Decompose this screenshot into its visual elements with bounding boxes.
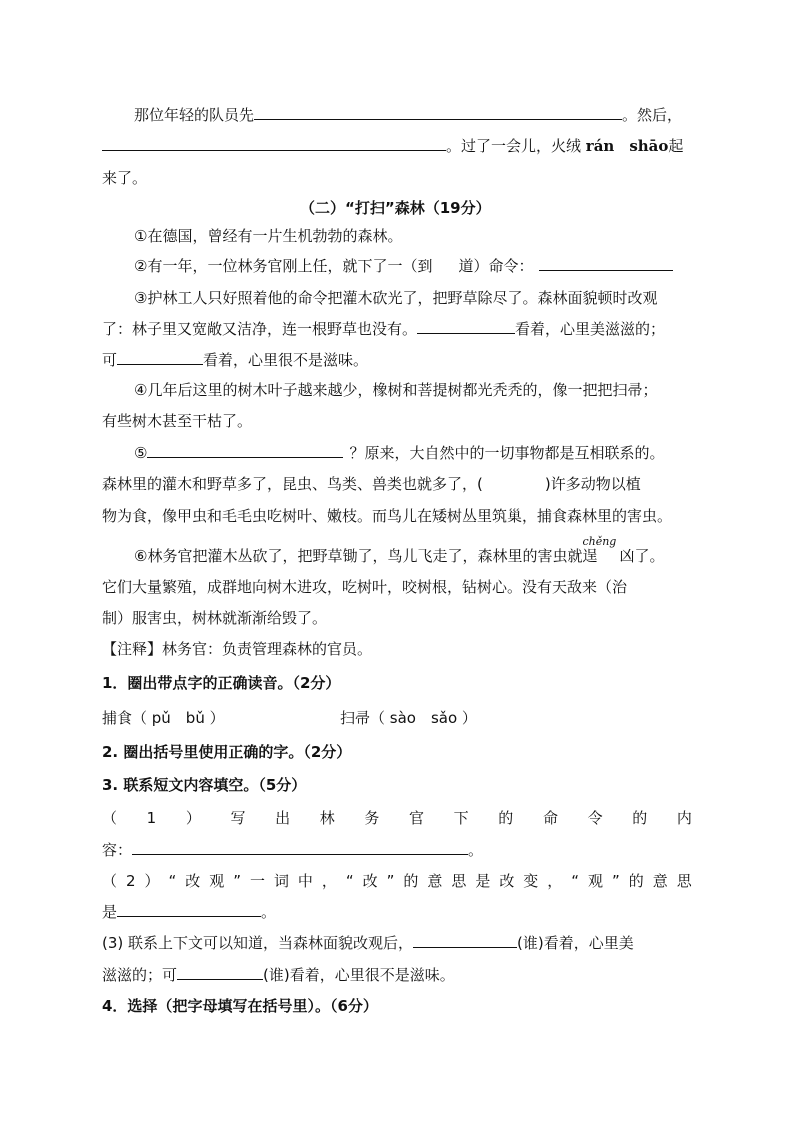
p1-line2: 。过了一会儿，火绒 rán shāo起	[102, 136, 683, 156]
justified-char: 意	[427, 872, 443, 890]
question-3-sub-1-line2: 容： 。	[102, 841, 484, 859]
justified-char: （	[102, 872, 118, 890]
paragraph-5-line1: ⑤ ？原来，大自然中的一切事物都是互相联系的。	[134, 444, 665, 462]
justified-char: ）	[144, 872, 160, 890]
justified-char: 命	[542, 809, 558, 827]
justified-char: 意	[652, 872, 668, 890]
justified-char: 官	[409, 809, 425, 827]
justified-char: 的	[498, 809, 514, 827]
justified-char: （	[102, 809, 118, 827]
answer-blank[interactable]	[117, 902, 261, 917]
question-1-title: 1．圈出带点字的正确读音。（2分）	[102, 674, 341, 692]
justified-char: 思	[451, 872, 467, 890]
justified-char: ”	[233, 872, 241, 890]
paragraph-3-line2: 了：林子里又宽敞又洁净，连一根野草也没有。 看着，心里美滋滋的；	[102, 320, 666, 338]
justified-char: 下	[453, 809, 469, 827]
justified-char: ”	[612, 872, 620, 890]
justified-char: ）	[185, 809, 201, 827]
justified-char: ，	[547, 872, 563, 890]
justified-char: 改	[499, 872, 515, 890]
question-3-title: 3. 联系短文内容填空。（5分）	[102, 776, 307, 794]
justified-char: 2	[125, 872, 136, 890]
justified-char: 是	[475, 872, 491, 890]
paragraph-6-line1: ⑥林务官把灌木丛砍了，把野草锄了，鸟儿飞走了，森林里的害虫就 chěng 逞 凶了。	[134, 535, 665, 565]
ruby-char: chěng 逞	[582, 535, 617, 565]
justified-char: 一	[249, 872, 265, 890]
justified-char: 改	[362, 872, 378, 890]
paragraph-1: ①在德国，曾经有一片生机勃勃的森林。	[134, 227, 403, 245]
answer-blank[interactable]	[413, 933, 517, 948]
question-3-sub-1-line1	[102, 808, 692, 828]
answer-blank[interactable]	[147, 443, 343, 458]
answer-blank[interactable]	[539, 256, 673, 271]
paragraph-6-line3: 制）服害虫，树林就渐渐给毁了。	[102, 609, 328, 627]
paragraph-5-line2: 森林里的灌木和野草多了，昆虫、鸟类、兽类也就多了，( )许多动物以植	[102, 475, 641, 493]
paragraph-3-line3: 可 看着，心里很不是滋味。	[102, 351, 369, 369]
justified-char: “	[571, 872, 580, 890]
justified-char: 内	[676, 809, 692, 827]
note: 【注释】林务官：负责管理森林的官员。	[102, 640, 373, 658]
answer-blank[interactable]	[117, 350, 203, 365]
justified-char: 的	[403, 872, 419, 890]
question-3-sub-2-line2: 是 。	[102, 903, 277, 921]
justified-char: 变	[523, 872, 539, 890]
justified-char: ，	[321, 872, 337, 890]
p1-line1: 那位年轻的队员先 。然后，	[134, 106, 683, 124]
justified-char: 改	[185, 872, 201, 890]
paragraph-2: ②有一年，一位林务官刚上任，就下了一（到 道）命令：	[134, 256, 673, 276]
answer-blank[interactable]	[177, 965, 263, 980]
question-1-option-2[interactable]: 扫帚（ sào sǎo ）	[340, 709, 477, 727]
answer-blank[interactable]	[102, 136, 446, 151]
answer-blank[interactable]	[254, 105, 622, 120]
justified-char: 中	[297, 872, 313, 890]
justified-char: “	[345, 872, 354, 890]
question-3-sub-2-line1	[102, 871, 692, 891]
justified-char: 词	[273, 872, 289, 890]
question-1-option-1[interactable]: 捕食（ pǔ bǔ ）	[102, 709, 225, 727]
justified-char: 观	[209, 872, 225, 890]
paragraph-6-line2: 它们大量繁殖，成群地向树木进攻，吃树叶，咬树根，钻树心。没有天敌来（治	[102, 578, 628, 596]
justified-char: “	[168, 872, 177, 890]
answer-blank[interactable]	[417, 319, 515, 334]
question-4-title: 4．选择（把字母填写在括号里）。（6分）	[102, 997, 378, 1015]
section-title: （二）“打扫”森林（19分）	[300, 199, 491, 217]
justified-char: 令	[587, 809, 603, 827]
question-3-sub-3-line2: 滋滋的；可 (谁)看着，心里很不是滋味。	[102, 966, 455, 984]
answer-blank[interactable]	[132, 840, 468, 855]
paragraph-4-line1: ④几年后这里的树木叶子越来越少，橡树和菩提树都光秃秃的，像一把把扫帚；	[134, 381, 658, 399]
question-3-sub-3-line1: (3) 联系上下文可以知道，当森林面貌改观后， (谁)看着，心里美	[102, 934, 634, 952]
justified-char: 思	[676, 872, 692, 890]
justified-char: 出	[275, 809, 291, 827]
justified-char: 观	[588, 872, 604, 890]
paragraph-3-line1: ③护林工人只好照着他的命令把灌木砍光了，把野草除尽了。森林面貌顿时改观	[134, 289, 658, 307]
justified-char: 的	[628, 872, 644, 890]
paragraph-4-line2: 有些树木甚至干枯了。	[102, 412, 253, 430]
justified-char: 1	[146, 809, 157, 827]
justified-char: 的	[632, 809, 648, 827]
justified-char: 林	[319, 809, 335, 827]
paragraph-5-line3: 物为食，像甲虫和毛毛虫吃树叶、嫩枝。而鸟儿在矮树丛里筑巢，捕食森林里的害虫。	[102, 507, 673, 525]
question-2-title: 2. 圈出括号里使用正确的字。（2分）	[102, 743, 352, 761]
justified-char: 写	[230, 809, 246, 827]
justified-char: 务	[364, 809, 380, 827]
justified-char: ”	[386, 872, 395, 890]
p1-line3: 来了。	[102, 169, 148, 187]
